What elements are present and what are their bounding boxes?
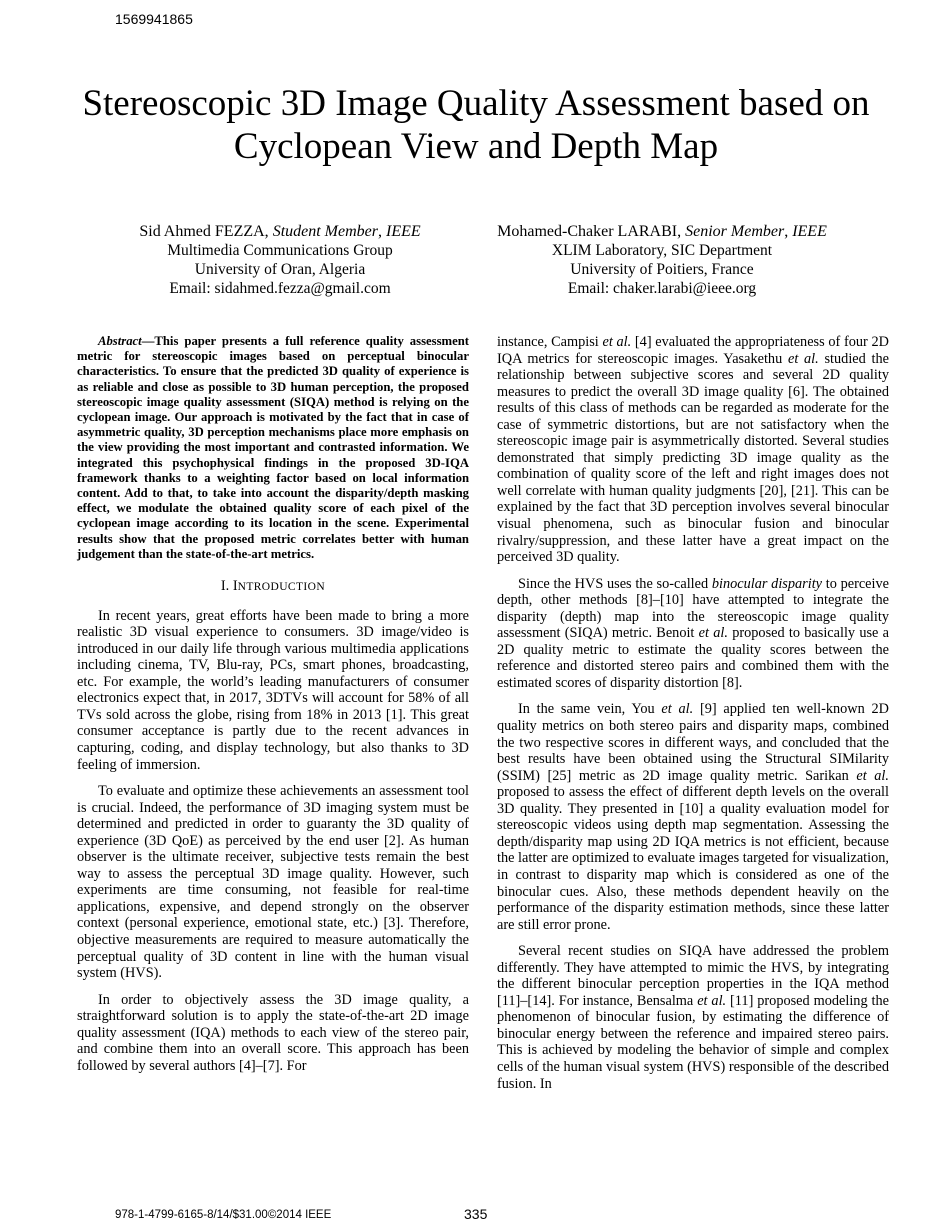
author-university: University of Oran, Algeria bbox=[194, 261, 366, 278]
abstract-text: —This paper presents a full reference quality assessment metric for stereoscopic images based on perceptual binocular characteristics. To ensure that the predicted 3D quality of experience is as reliable and close as possible to 3D human perception, the proposed stereoscopic image quality assessment (SIQA) method is relying on the cyclopean image. Our approach is motivated by the fact that in case of asymmetric quality, 3D perception mechanisms place more emphasis on the view providing the most important and contrasted information. We integrated this psychophysical findings in the proposed 3D-IQA framework thanks to a weighting factor based on local information content. Add to that, to take into account the disparity/depth masking effect, we modulate the obtained quality score of each pixel of the cyclopean image according to its location in the scene. Experimental results show that the proposed metric correlates better with human judgement than the state-of-the-art metrics. bbox=[77, 334, 469, 561]
paragraph: In the same vein, You et al. [9] applied ten well-known 2D quality metrics on both stereo pairs and disparity maps, combined the two respective scores in different ways, and concluded that the best results have been obtained using the Structural SIMilarity (SSIM) [25] metric as 2D image quality metric. Sarikan et al. proposed to assess the effect of different depth levels on the overall 3D quality. They presented in [10] a quality evaluation model for stereoscopic videos using depth map segmentation. Assessing the depth/disparity map using 2D IQA metrics is not efficient, because the latter are optimized to evaluate images targeted for visualization, in contrast to disparity map which is considered as one of the binocular cues. Also, these methods dependent heavily on the performance of the disparity estimation methods, since these latter are still error prone. bbox=[497, 701, 889, 933]
paragraph: instance, Campisi et al. [4] evaluated the appropriateness of four 2D IQA metrics for stereoscopic images. Yasakethu et al. studied the relationship between subjective scores and several 2D quality measures to predict the overall 3D image quality [6]. The obtained results of this class of methods can be regarded as moderate for the case of symmetric distortions, but are not satisfactory when the stereoscopic image pair is asymmetrically distorted. Several studies demonstrated that simply predicting 3D image quality as the combination of quality score of the left and right images does not well correlate with human quality judgments [20], [21]. This can be explained by the fact that 3D perception involves several binocular visual phenomena, such as binocular fusion and binocular rivalry/suppression, and these latter have a great impact on the perceived 3D quality. bbox=[497, 334, 889, 566]
right-column bbox=[497, 334, 889, 1102]
author-email: Email: chaker.larabi@ieee.org bbox=[567, 280, 757, 297]
paper-id: 1569941865 bbox=[115, 11, 193, 27]
left-column bbox=[77, 334, 469, 1084]
abstract-label: Abstract bbox=[98, 334, 142, 348]
author-name: Mohamed-Chaker LARABI, bbox=[497, 223, 682, 240]
paragraph: In recent years, great efforts have been made to bring a more realistic 3D visual experience to consumers. 3D image/video is introduced in our daily life through various multimedia applications including cinema, TV, Blu-ray, PCs, smart phones, broadcasting, etc. For example, the world’s leading manufacturers of consumer electronics expect that, in 2017, 3DTVs will account for 58% of all TVs sold across the globe, rising from 18% in 2013 [1]. This great consumer acceptance is partly due to the recent advances in capturing, coding, and display technology, but also thanks to 3D feeling of immersion. bbox=[77, 607, 469, 773]
author-org: IEEE bbox=[792, 223, 827, 240]
paragraph: To evaluate and optimize these achievements an assessment tool is crucial. Indeed, the performance of 3D imaging system must be determined and predicted in order to guaranty the 3D quality of experience (3D QoE) as perceived by the end user [2]. As human observer is the ultimate receiver, subjective tests remain the best way to assess the perceptual 3D image quality. However, such experiments are time consuming, not feasible for real-time applications, expensive, and depend strongly on the observer context (personal experience, emotional state, etc.) [3]. Therefore, objective measurements are required to measure automatically the perceptual quality of 3D content in line with the human visual system (HVS). bbox=[77, 783, 469, 982]
paper-title: Stereoscopic 3D Image Quality Assessment based on Cyclopean View and Depth Map bbox=[82, 83, 870, 167]
section-heading bbox=[77, 578, 469, 596]
paragraph: Several recent studies on SIQA have addressed the problem differently. They have attempted to mimic the HVS, by integrating the different binocular perception properties in the IQA method [11]–[14]. For instance, Bensalma et al. [11] proposed modeling the phenomenon of binocular fusion, by estimating the difference of binocular energy between the reference and impaired stereo pairs. This is achieved by modeling the behavior of simple and complex cells of the human visual system (HVS) responsible of the described fusion. In bbox=[497, 943, 889, 1092]
author-block-2: Mohamed-Chaker LARABI, Senior Member, IEEE XLIM Laboratory, SIC Department University of Poitiers, France Email: chaker.larabi@ieee.org bbox=[452, 222, 872, 298]
copyright-footer: 978-1-4799-6165-8/14/$31.00©2014 IEEE bbox=[115, 1209, 332, 1221]
author-name: Sid Ahmed FEZZA, bbox=[139, 223, 269, 240]
abstract bbox=[77, 334, 469, 562]
author-role: Student Member bbox=[272, 223, 378, 240]
author-university: University of Poitiers, France bbox=[570, 261, 754, 278]
section-title-rest: NTRODUCTION bbox=[237, 581, 326, 594]
section-number: I. bbox=[220, 578, 230, 595]
paragraph: Since the HVS uses the so-called binocular disparity to perceive depth, other methods [8]–[10] have attempted to integrate the disparity (depth) map into the stereoscopic image quality assessment (SIQA) metric. Benoit et al. proposed to basically use a 2D quality metric to estimate the quality scores between the reference and distorted stereo pairs and combined them with the estimated scores of disparity distortion [8]. bbox=[497, 575, 889, 691]
author-block-1: Sid Ahmed FEZZA, Student Member, IEEE Multimedia Communications Group University of Oran, Algeria Email: sidahmed.fezza@gmail.com bbox=[70, 222, 490, 298]
author-affiliation: Multimedia Communications Group bbox=[167, 242, 393, 259]
author-org: IEEE bbox=[386, 223, 421, 240]
author-role: Senior Member bbox=[685, 223, 785, 240]
author-email: Email: sidahmed.fezza@gmail.com bbox=[169, 280, 391, 297]
author-affiliation: XLIM Laboratory, SIC Department bbox=[551, 242, 773, 259]
page-number: 335 bbox=[464, 1206, 488, 1222]
section-first-letter: I bbox=[232, 578, 238, 595]
paragraph: In order to objectively assess the 3D image quality, a straightforward solution is to apply the state-of-the-art 2D image quality assessment (IQA) methods to each view of the stereo pair, and combine them into an overall score. This approach has been followed by several authors [4]–[7]. For bbox=[77, 991, 469, 1074]
